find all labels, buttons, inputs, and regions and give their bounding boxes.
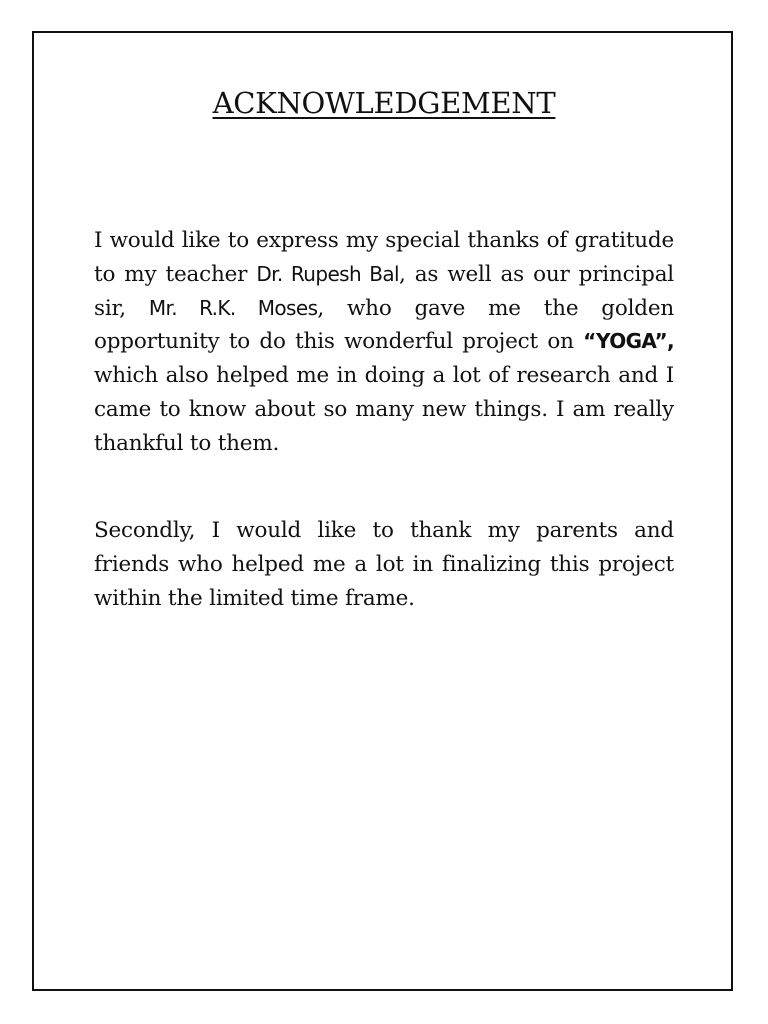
paragraph-thanks-text-2: , as well as our principal sir, [94,261,674,321]
paragraph-thanks-text-3: , who gave me the golden opportunity to do this wonderful project on [94,295,675,355]
paragraph-thanks [94,224,674,461]
project-name: “YOGA”, [583,329,674,354]
teacher-name: Dr. Rupesh Bal [256,261,400,286]
principal-name: Mr. R.K. Moses [148,295,318,320]
page-title: ACKNOWLEDGEMENT [212,86,556,120]
paragraph-thanks-text-1: I would like to express my special thanks of gratitude to my teacher [94,228,674,287]
paragraph-secondly: Secondly, I would like to thank my parents and friends who helped me a lot in finalizing this project within the limited time frame. [94,518,674,611]
paragraph-thanks-text-4: which also helped me in doing a lot of research and I came to know about so many new things. I am really thankful to them. [94,363,674,456]
page-border [32,31,733,991]
